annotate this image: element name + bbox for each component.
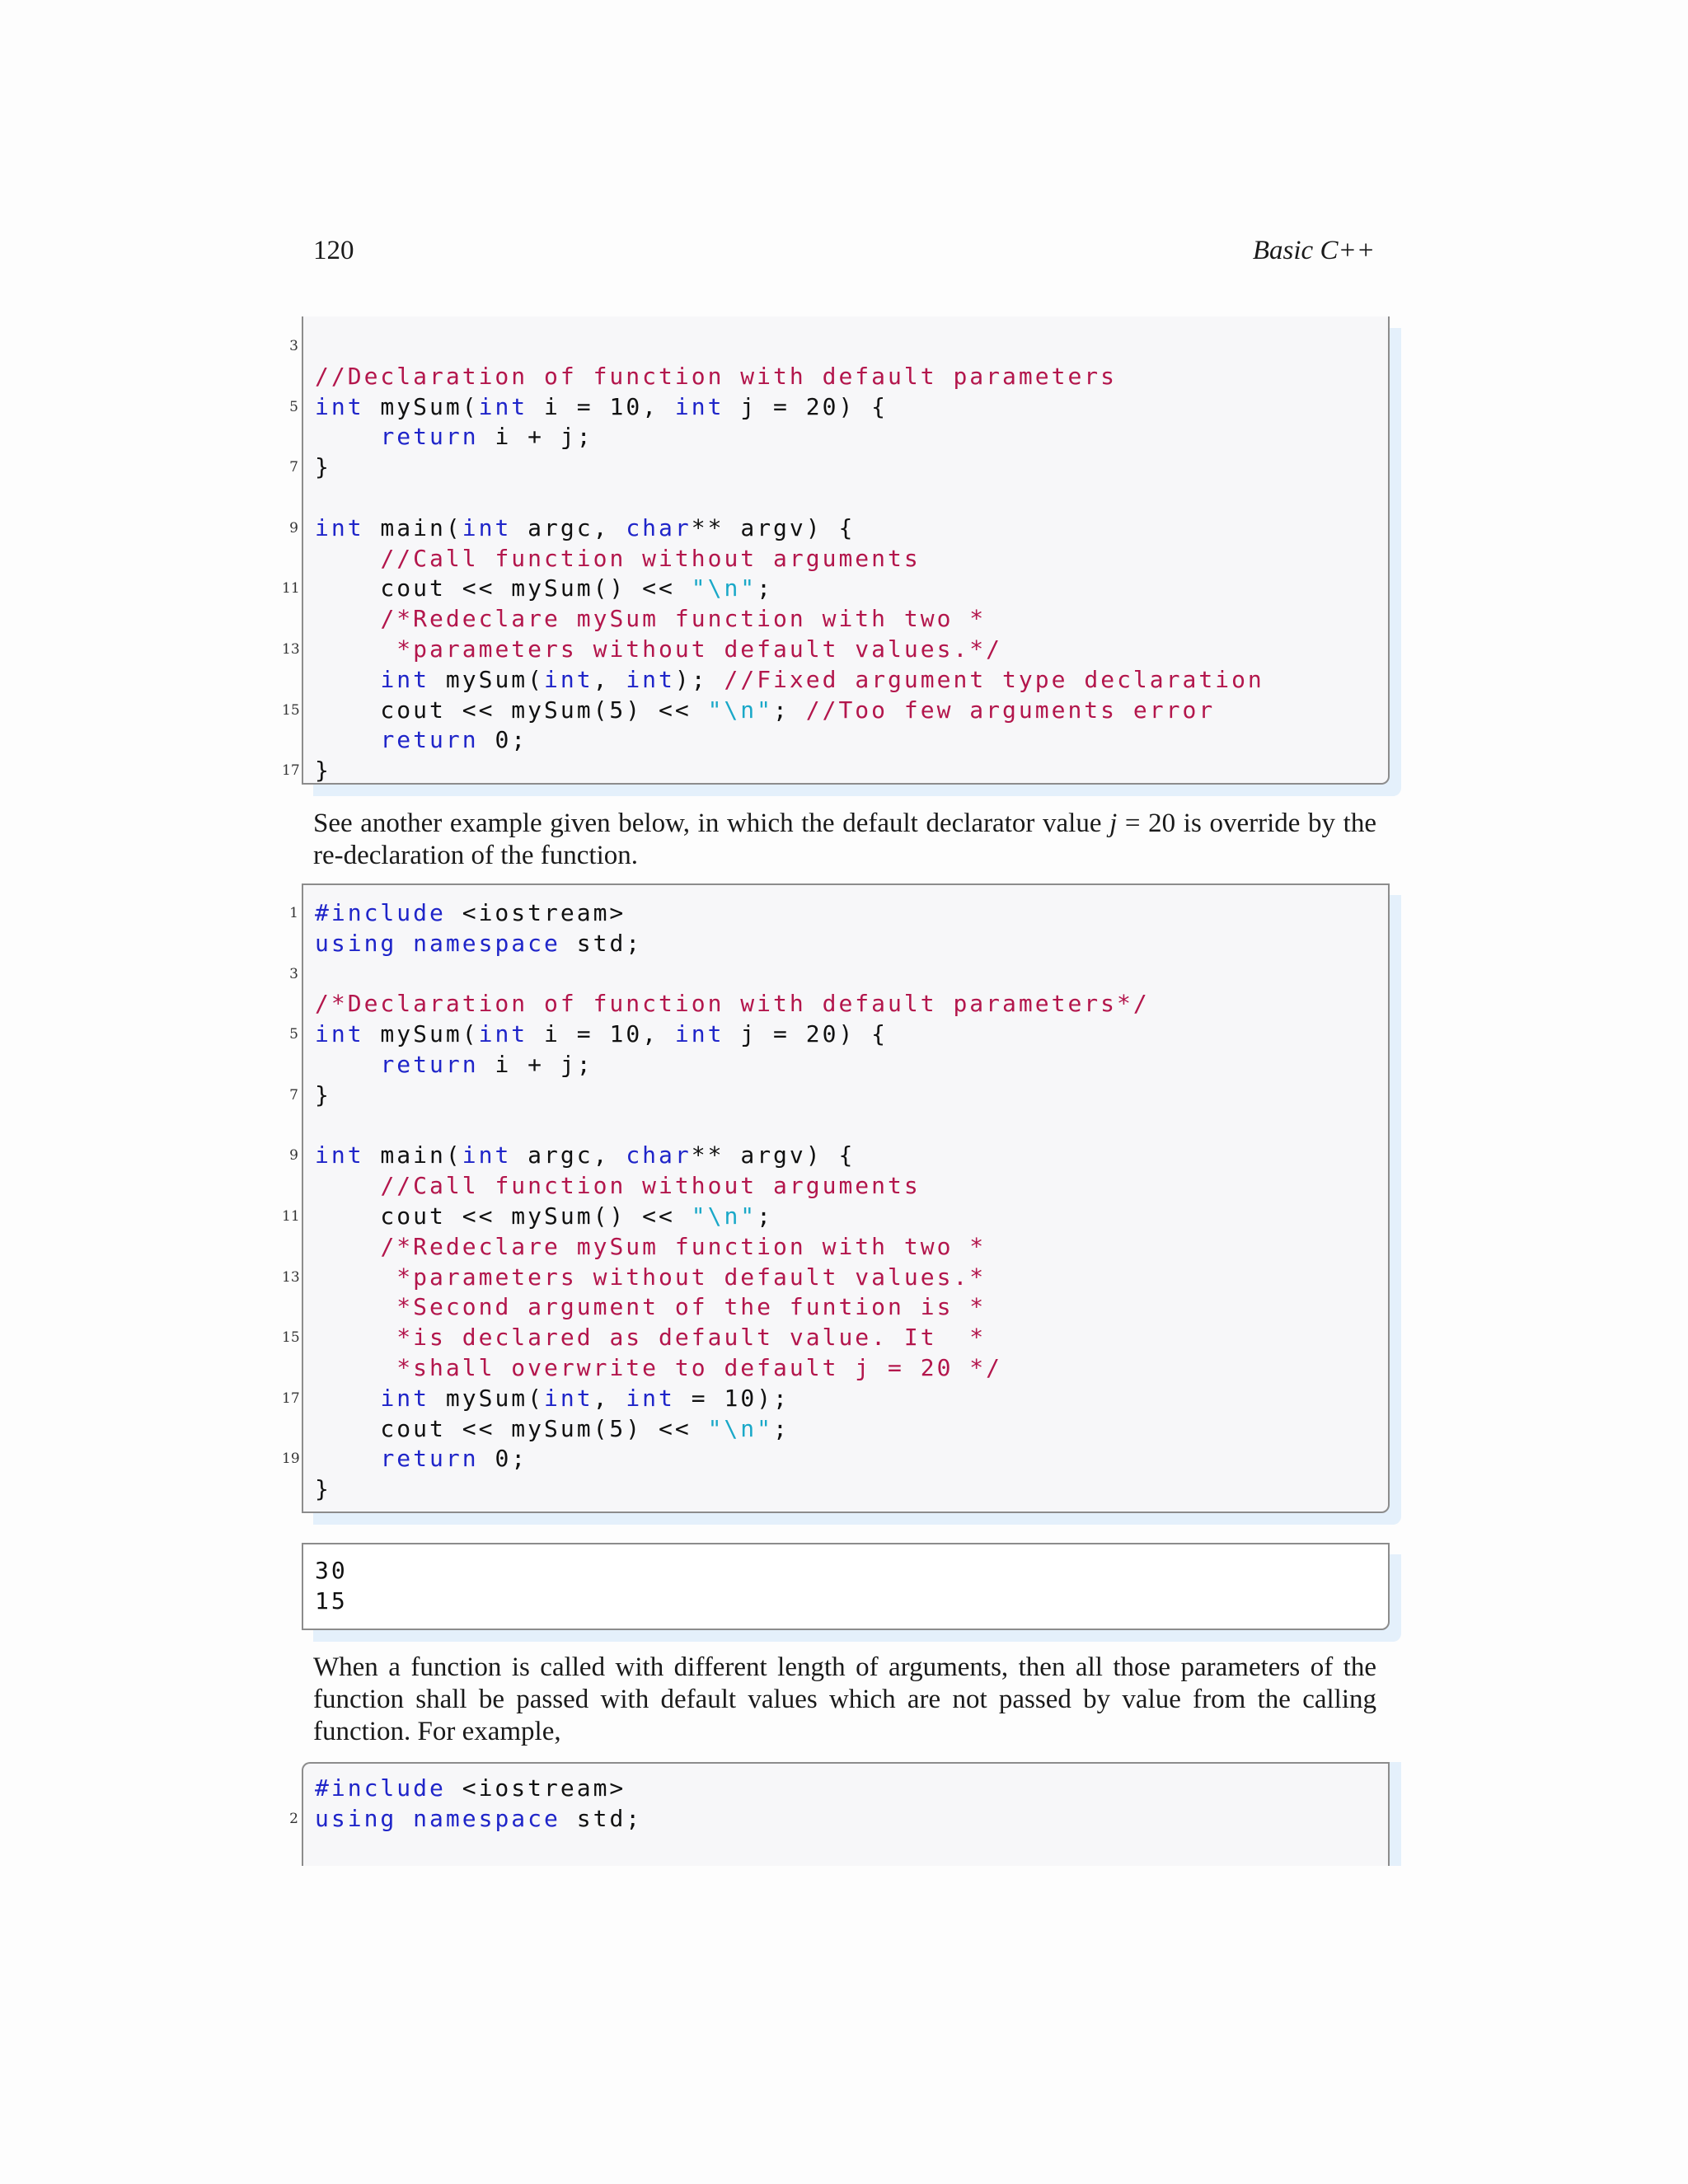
code-line — [289, 898, 1388, 929]
code-token — [315, 1051, 380, 1078]
line-number: 17 — [282, 1390, 300, 1407]
line-number: 5 — [289, 398, 298, 415]
code-text — [315, 1141, 855, 1171]
code-line — [282, 1263, 1388, 1293]
keyword-token: namespace — [413, 929, 560, 957]
code-token: 0; — [478, 726, 528, 754]
line-number: 19 — [282, 1451, 300, 1468]
code-text — [315, 1774, 626, 1804]
comment-token: //Fixed argument type declaration — [724, 665, 1264, 693]
code-line — [303, 1556, 1388, 1586]
code-listing-2 — [282, 883, 1390, 1513]
code-line — [282, 1384, 1388, 1414]
line-number: 3 — [289, 338, 298, 354]
code-text — [315, 1019, 888, 1050]
code-text — [315, 1474, 331, 1505]
code-text — [315, 1080, 331, 1111]
comment-token: //Call function without arguments — [380, 544, 921, 572]
code-token: 15 — [315, 1586, 348, 1615]
code-token: , — [593, 1384, 626, 1412]
code-token: ; — [757, 574, 774, 602]
code-line — [282, 1444, 1388, 1474]
code-line — [303, 1774, 1388, 1804]
code-text — [315, 1292, 986, 1323]
code-line — [282, 635, 1388, 665]
comment-token: //Declaration of function with default parameters — [315, 362, 1118, 390]
code-token: mySum( — [429, 1384, 545, 1412]
code-line — [289, 331, 1388, 362]
code-token — [315, 1293, 396, 1320]
code-line — [303, 1474, 1388, 1505]
code-text — [315, 989, 1150, 1019]
code-text — [315, 392, 888, 423]
code-text — [315, 1050, 593, 1080]
line-number: 7 — [289, 459, 298, 476]
code-text — [315, 1263, 986, 1293]
keyword-token: int — [478, 1020, 528, 1048]
keyword-token: int — [626, 665, 675, 693]
line-number: 7 — [289, 1086, 298, 1104]
code-token: mySum( — [363, 1020, 479, 1048]
keyword-token: return — [380, 423, 479, 451]
keyword-token: #include — [315, 899, 446, 926]
line-number: 9 — [289, 519, 298, 537]
keyword-token: return — [380, 1051, 479, 1078]
code-text — [315, 696, 1215, 726]
code-token: main( — [363, 1141, 462, 1169]
code-token — [315, 1263, 396, 1291]
keyword-token: char — [626, 513, 692, 541]
code-token: } — [315, 1080, 331, 1108]
code-line — [289, 1141, 1388, 1171]
code-token: i = 10, — [528, 1020, 675, 1048]
code-line — [303, 665, 1388, 696]
code-text — [315, 362, 1117, 392]
line-number: 15 — [282, 1329, 300, 1347]
code-line — [303, 1292, 1388, 1323]
comment-token: *is declared as default value. It * — [396, 1324, 987, 1352]
paragraph-2: When a function is called with different length of arguments, then all those parameters of the function shall be passed with default values which are not passed by value from the calling function. For example, — [313, 1652, 1376, 1746]
code-token: i + j; — [478, 423, 593, 451]
code-listing-1 — [282, 316, 1390, 785]
code-line — [303, 725, 1388, 756]
code-token — [315, 635, 396, 663]
keyword-token: #include — [315, 1774, 446, 1802]
code-line — [282, 696, 1388, 726]
code-token: = 10); — [674, 1384, 790, 1412]
keyword-token: int — [544, 1384, 593, 1412]
code-line — [303, 362, 1388, 392]
code-token: ); — [674, 665, 724, 693]
code-line — [303, 1171, 1388, 1202]
code-token: } — [315, 453, 331, 481]
keyword-token: int — [674, 1020, 724, 1048]
keyword-token: int — [315, 392, 364, 420]
keyword-token: int — [544, 665, 593, 693]
code-token: } — [315, 1475, 331, 1503]
code-token: cout << mySum() << — [315, 1202, 692, 1230]
code-token: mySum( — [363, 392, 479, 420]
keyword-token: int — [315, 513, 364, 541]
code-text — [315, 544, 921, 574]
code-text — [315, 1353, 1002, 1384]
code-token — [396, 1805, 413, 1832]
code-token: 0; — [478, 1445, 528, 1473]
code-text — [315, 1384, 790, 1414]
code-text — [315, 1586, 348, 1617]
variable-j: j — [1109, 808, 1118, 838]
code-token — [315, 1385, 380, 1412]
code-text — [315, 422, 593, 452]
code-token — [315, 666, 380, 693]
code-line — [289, 452, 1388, 483]
code-token: <iostream> — [445, 899, 626, 926]
code-text — [315, 635, 1002, 665]
keyword-token: int — [626, 1384, 675, 1412]
comment-token: //Call function without arguments — [380, 1172, 921, 1200]
code-text — [315, 1414, 790, 1445]
code-text — [315, 574, 773, 604]
code-token — [315, 1354, 396, 1381]
code-token: cout << mySum() << — [315, 574, 692, 602]
code-token: j = 20) { — [724, 392, 889, 420]
code-token: i = 10, — [528, 392, 675, 420]
code-line — [303, 1353, 1388, 1384]
line-number: 11 — [282, 580, 300, 598]
code-text — [315, 725, 528, 756]
comment-token: *parameters without default values.* — [396, 1263, 987, 1291]
code-text — [315, 1171, 921, 1202]
line-number: 5 — [289, 1026, 298, 1043]
code-line — [303, 1586, 1388, 1617]
comment-token: *Second argument of the funtion is * — [396, 1293, 987, 1321]
code-token: std; — [560, 1804, 643, 1832]
code-text — [315, 1232, 986, 1263]
keyword-token: int — [315, 1141, 364, 1169]
code-listing-3 — [289, 1762, 1390, 1866]
code-token — [315, 545, 380, 572]
keyword-token: char — [626, 1141, 692, 1169]
code-text — [315, 1556, 348, 1586]
code-token: <iostream> — [445, 1774, 626, 1802]
code-token: ** argv) { — [691, 513, 856, 541]
code-line — [303, 1232, 1388, 1263]
paragraph-1: See another example given below, in which the default declarator value j = 20 is override by the re-declaration of the function. — [313, 808, 1376, 870]
code-token: ** argv) { — [691, 1141, 856, 1169]
code-token: i + j; — [478, 1051, 593, 1078]
code-token: ; — [773, 1414, 790, 1442]
code-text — [315, 665, 1264, 696]
line-number: 1 — [289, 905, 298, 921]
code-line — [303, 1050, 1388, 1080]
code-token: mySum( — [429, 665, 545, 693]
code-token: 30 — [315, 1557, 348, 1584]
code-token — [315, 726, 380, 753]
comment-token: *shall overwrite to default j = 20 */ — [396, 1354, 1003, 1381]
code-line — [289, 392, 1388, 423]
code-text — [315, 898, 626, 929]
code-text — [315, 1323, 986, 1353]
keyword-token: using — [315, 1804, 397, 1832]
code-line — [282, 1202, 1388, 1232]
code-token: } — [315, 757, 331, 785]
running-title: Basic C++ — [1252, 236, 1375, 265]
code-token — [315, 423, 380, 450]
code-text — [315, 929, 642, 959]
code-line — [282, 574, 1388, 604]
code-text — [315, 1202, 773, 1232]
code-line — [289, 1019, 1388, 1050]
code-line — [289, 959, 1388, 990]
code-token: std; — [560, 929, 643, 957]
code-text — [315, 1444, 528, 1474]
code-line — [303, 422, 1388, 452]
code-text — [315, 756, 331, 786]
code-line — [289, 1080, 1388, 1111]
string-token: "\n" — [691, 1202, 757, 1230]
line-number: 11 — [282, 1208, 300, 1225]
code-token — [315, 1445, 380, 1472]
line-number: 13 — [282, 1268, 300, 1286]
code-line — [303, 604, 1388, 635]
code-line — [289, 1804, 1388, 1835]
code-text — [315, 513, 855, 544]
comment-token: /*Redeclare mySum function with two * — [380, 1232, 987, 1260]
keyword-token: return — [380, 1445, 479, 1473]
line-number: 2 — [289, 1810, 298, 1827]
comment-token: *parameters without default values.*/ — [396, 635, 1003, 663]
string-token: "\n" — [707, 1414, 774, 1442]
keyword-token: int — [478, 392, 528, 420]
keyword-token: int — [462, 1141, 512, 1169]
code-token: cout << mySum(5) << — [315, 1414, 708, 1442]
code-line — [303, 989, 1388, 1019]
line-number: 9 — [289, 1147, 298, 1165]
code-line — [282, 756, 1388, 786]
code-line — [303, 483, 1388, 513]
code-text — [315, 1804, 642, 1835]
keyword-token: int — [380, 665, 430, 693]
comment-token: /*Declaration of function with default parameters*/ — [315, 990, 1150, 1018]
code-text — [315, 604, 986, 635]
code-line — [303, 1414, 1388, 1445]
keyword-token: return — [380, 726, 479, 754]
line-number: 13 — [282, 641, 300, 658]
string-token: "\n" — [691, 574, 757, 602]
program-output — [302, 1543, 1390, 1630]
code-token: argc, — [511, 513, 626, 541]
line-number: 17 — [282, 762, 300, 780]
code-token: ; — [757, 1202, 774, 1230]
keyword-token: int — [380, 1384, 430, 1412]
code-token — [315, 1172, 380, 1199]
code-token — [396, 930, 413, 957]
code-token — [315, 605, 380, 632]
code-line — [303, 544, 1388, 574]
code-token: ; — [773, 696, 806, 724]
keyword-token: namespace — [413, 1804, 560, 1832]
comment-token: /*Redeclare mySum function with two * — [380, 605, 987, 633]
code-token — [315, 1233, 380, 1260]
keyword-token: int — [462, 513, 512, 541]
code-line — [303, 929, 1388, 959]
code-line — [289, 513, 1388, 544]
code-line — [282, 1323, 1388, 1353]
comment-token: //Too few arguments error — [805, 696, 1216, 724]
keyword-token: int — [674, 392, 724, 420]
code-line — [303, 1111, 1388, 1141]
keyword-token: using — [315, 929, 397, 957]
code-token: argc, — [511, 1141, 626, 1169]
code-text — [315, 452, 331, 483]
code-token: main( — [363, 513, 462, 541]
code-token: , — [593, 665, 626, 693]
code-token: cout << mySum(5) << — [315, 696, 708, 724]
line-number: 3 — [289, 965, 298, 982]
page-number: 120 — [313, 236, 354, 265]
code-token — [315, 1324, 396, 1351]
code-token: j = 20) { — [724, 1020, 889, 1048]
keyword-token: int — [315, 1020, 364, 1048]
string-token: "\n" — [707, 696, 774, 724]
line-number: 15 — [282, 701, 300, 719]
